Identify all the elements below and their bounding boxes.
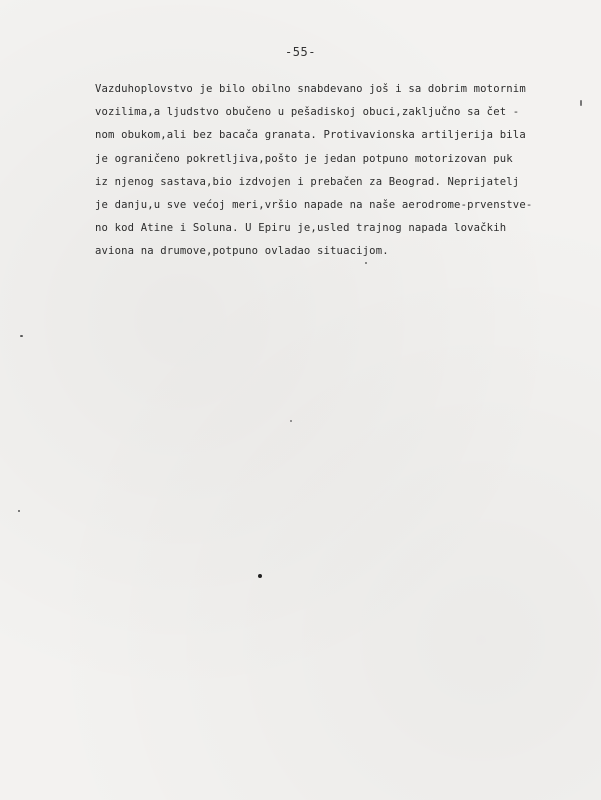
text-line-5: iz njenog sastava,bio izdvojen i prebačen za Beograd. Neprijatelj [95,175,520,188]
text-line-7: no kod Atine i Soluna. U Epiru je,usled trajnog napada lovačkih [95,222,507,235]
ink-speck [20,335,23,337]
text-line-6: je danju,u sve većoj meri,vršio napade na naše aerodrome-prvenstve- [95,198,533,211]
text-line-8: aviona na drumove,potpuno ovladao situacijom. [95,245,389,258]
ink-speck [580,100,582,106]
body-paragraph [95,78,595,264]
ink-speck [258,574,262,578]
ink-speck [365,262,367,264]
text-line-3: nom obukom,ali bez bacača granata. Protivavionska artiljerija bila [95,129,526,142]
text-line-4: je ograničeno pokretljiva,pošto je jedan potpuno motorizovan puk [95,152,513,165]
ink-speck [290,420,292,422]
text-line-2: vozilima,a ljudstvo obučeno u pešadiskoj obuci,zaključno sa čet - [95,106,520,119]
ink-speck [18,510,20,512]
page-number: -55- [285,45,316,59]
text-line-1: Vazduhoplovstvo je bilo obilno snabdevano još i sa dobrim motornim [95,83,526,95]
